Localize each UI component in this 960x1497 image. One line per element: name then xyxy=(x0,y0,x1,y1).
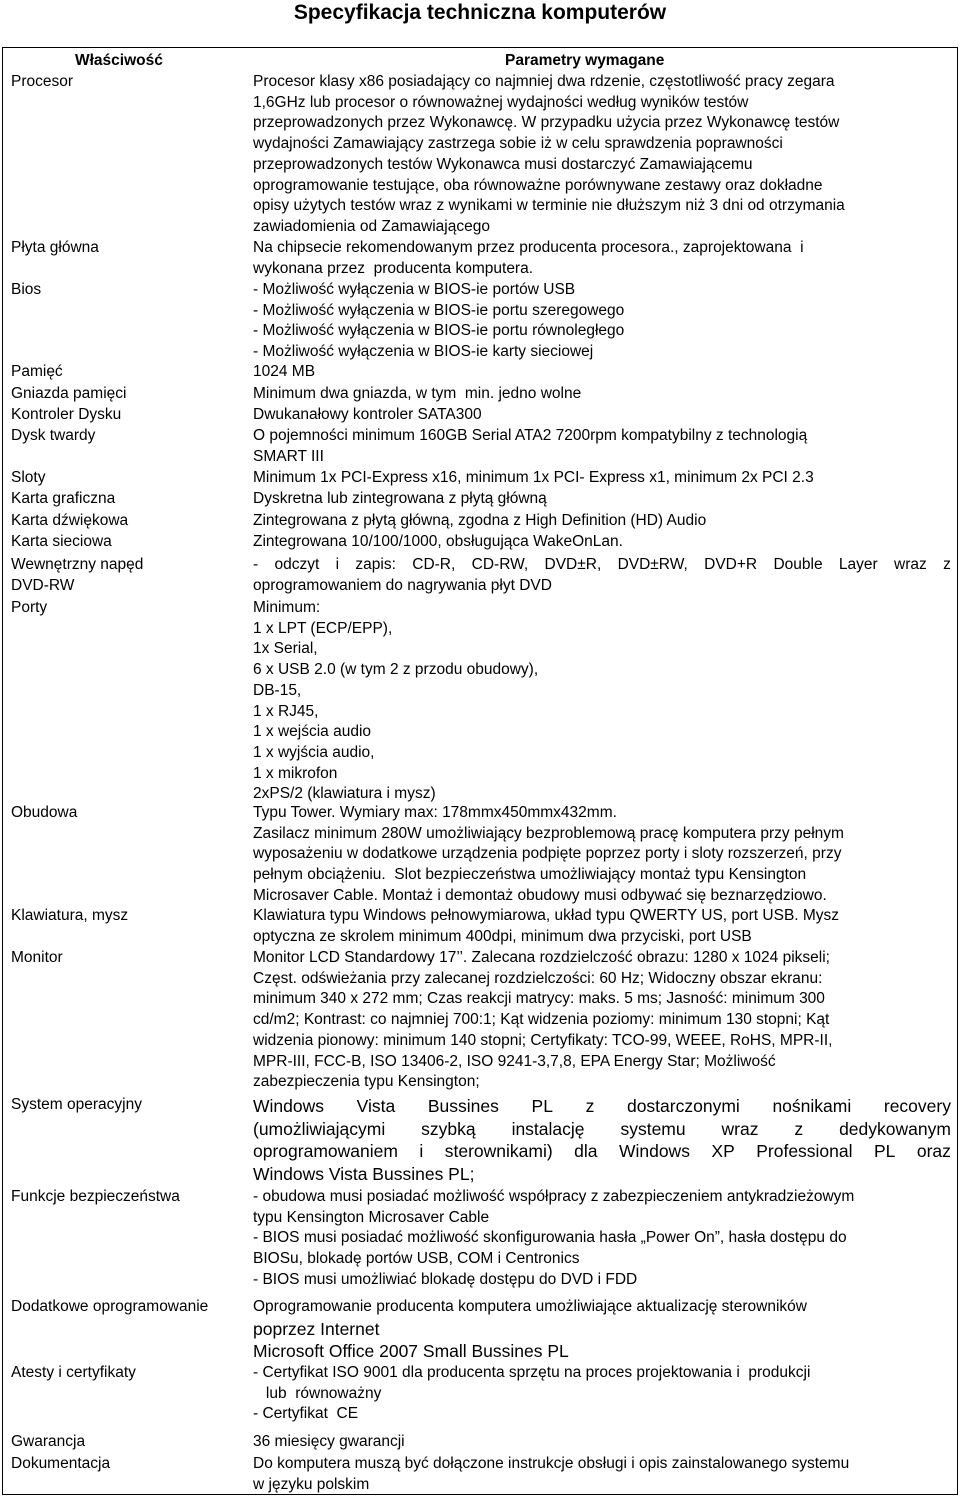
value-line: - Możliwość wyłączenia w BIOS-ie portu równoległego xyxy=(253,322,625,340)
value-line: - BIOS musi umożliwiać blokadę dostępu do DVD i FDD xyxy=(253,1270,638,1288)
property-name: System operacyjny xyxy=(11,1096,142,1113)
value-line: - Możliwość wyłączenia w BIOS-ie portów USB xyxy=(253,281,576,298)
property-value xyxy=(253,532,951,553)
property-name: Kontroler Dysku xyxy=(11,406,122,423)
property-name: Dokumentacja xyxy=(11,1455,111,1472)
value-line: opisy użytych testów wraz z wynikami w terminie nie dłuższym niż 3 dni od otrzymania xyxy=(253,197,845,215)
value-line: SMART III xyxy=(253,447,324,465)
property-value xyxy=(253,511,951,532)
value-line: przeprowadzonych testów Wykonawca musi dostarczyć Zamawiającemu xyxy=(253,155,753,173)
value-line: Dyskretna lub zintegrowana z płytą główną xyxy=(253,490,547,507)
property-name: Atesty i certyfikaty xyxy=(11,1364,136,1381)
value-line: Windows Vista Bussines PL; xyxy=(253,1163,475,1184)
value-line: O pojemności minimum 160GB Serial ATA2 7200rpm kompatybilny z technologią xyxy=(253,427,808,444)
value-line: - BIOS musi posiadać możliwość skonfigurowania hasła „Power On”, hasła dostępu do xyxy=(253,1229,847,1247)
property-name: Dodatkowe oprogramowanie xyxy=(11,1298,209,1315)
value-line: Oprogramowanie producenta komputera umożliwiające aktualizację sterowników xyxy=(253,1298,807,1315)
property-value xyxy=(253,72,951,238)
value-line: zabezpieczenia typu Kensington; xyxy=(253,1073,480,1091)
value-line: DB-15, xyxy=(253,681,302,699)
property-name: Wewnętrzny napęd DVD-RW xyxy=(11,556,144,594)
property-value xyxy=(253,555,951,596)
property-value xyxy=(253,1095,951,1185)
property-name: Sloty xyxy=(11,469,46,486)
value-line: 1024 MB xyxy=(253,363,316,380)
property-name: Obudowa xyxy=(11,804,78,821)
property-name: Porty xyxy=(11,599,48,616)
property-name: Monitor xyxy=(11,949,63,966)
value-line: Dwukanałowy kontroler SATA300 xyxy=(253,406,482,423)
property-name: Karta graficzna xyxy=(11,490,116,507)
value-line: oprogramowaniem i sterownikami) dla Windows XP Professional PL oraz xyxy=(253,1141,951,1161)
value-line: MPR-III, FCC-B, ISO 13406-2, ISO 9241-3,7,8, EPA Energy Star; Możliwość xyxy=(253,1052,776,1070)
property-name: Dysk twardy xyxy=(11,427,96,444)
property-name: Karta sieciowa xyxy=(11,533,112,550)
value-line: - Możliwość wyłączenia w BIOS-ie karty sieciowej xyxy=(253,343,594,361)
value-line: 1 x wejścia audio xyxy=(253,723,372,741)
value-line: zawiadomienia od Zamawiającego xyxy=(253,217,490,235)
value-line: BIOSu, blokadę portów USB, COM i Centronics xyxy=(253,1250,580,1268)
value-line: - Certyfikat ISO 9001 dla producenta sprzętu na proces projektowania i produkcji xyxy=(253,1364,811,1381)
property-value xyxy=(253,468,951,489)
value-line: Typu Tower. Wymiary max: 178mmx450mmx432mm. xyxy=(253,804,617,821)
value-line: Zasilacz minimum 280W umożliwiający bezproblemową pracę komputera przy pełnym xyxy=(253,824,844,842)
property-name: Bios xyxy=(11,281,42,298)
value-line: Minimum dwa gniazda, w tym min. jedno wolne xyxy=(253,385,582,402)
property-name: Procesor xyxy=(11,73,74,90)
value-line: Do komputera muszą być dołączone instrukcje obsługi i opis zainstalowanego systemu xyxy=(253,1455,850,1472)
property-value xyxy=(253,1363,951,1425)
value-line: 2xPS/2 (klawiatura i mysz) xyxy=(253,785,436,803)
value-line: Zintegrowana z płytą główną, zgodna z High Definition (HD) Audio xyxy=(253,512,707,529)
value-line: oprogramowaniem do nagrywania płyt DVD xyxy=(253,576,552,594)
property-name: Funkcje bezpieczeństwa xyxy=(11,1188,180,1205)
value-line: cd/m2; Kontrast: co najmniej 700:1; Kąt widzenia poziomy: minimum 130 stopni; Kąt xyxy=(253,1011,830,1029)
value-line: Minimum 1x PCI-Express x16, minimum 1x PCI- Express x1, minimum 2x PCI 2.3 xyxy=(253,469,814,486)
value-line: - odczyt i zapis: CD-R, CD-RW, DVD±R, DVD±RW, DVD+R Double Layer wraz z xyxy=(253,556,951,573)
page-title: Specyfikacja techniczna komputerów xyxy=(293,1,667,24)
value-line: - Certyfikat CE xyxy=(253,1405,359,1423)
value-line: Windows Vista Bussines PL z dostarczonymi nośnikami recovery xyxy=(253,1096,951,1116)
property-value xyxy=(253,1187,951,1291)
property-name: Klawiatura, mysz xyxy=(11,907,129,924)
value-line: Microsoft Office 2007 Small Bussines PL xyxy=(253,1341,569,1362)
value-line: 1 x LPT (ECP/EPP), xyxy=(253,619,393,637)
property-value xyxy=(253,384,951,405)
value-line: Częst. odświeżania przy zalecanej rozdzielczości: 60 Hz; Widoczny obszar ekranu: xyxy=(253,969,823,987)
value-line: 1 x mikrofon xyxy=(253,764,338,782)
property-value xyxy=(253,405,951,426)
value-line: Na chipsecie rekomendowanym przez producenta procesora., zaprojektowana i xyxy=(253,239,804,256)
value-line: 1,6GHz lub procesor o równoważnej wydajności według wyników testów xyxy=(253,93,749,111)
value-line: pełnym obciążeniu. Slot bezpieczeństwa umożliwiający montaż typu Kensington xyxy=(253,866,807,884)
property-name: Karta dźwiękowa xyxy=(11,512,129,529)
value-line: 1x Serial, xyxy=(253,640,318,658)
value-line: przeprowadzonych przez Wykonawcę. W przypadku użycia przez Wykonawcę testów xyxy=(253,114,840,132)
value-line: Monitor LCD Standardowy 17’’. Zalecana rozdzielczość obrazu: 1280 x 1024 pikseli; xyxy=(253,949,830,966)
property-value xyxy=(253,803,951,907)
value-line: 6 x USB 2.0 (w tym 2 z przodu obudowy), xyxy=(253,661,539,679)
value-line: optyczna ze skrolem minimum 400dpi, minimum dwa przyciski, port USB xyxy=(253,927,752,945)
property-name: Pamięć xyxy=(11,363,63,380)
value-line: Zintegrowana 10/100/1000, obsługująca WakeOnLan. xyxy=(253,533,623,550)
value-line: widzenia pionowy: minimum 140 stopni; Certyfikaty: TCO-99, WEEE, RoHS, MPR-II, xyxy=(253,1031,833,1049)
property-name: Gniazda pamięci xyxy=(11,385,127,402)
property-value xyxy=(253,489,951,510)
value-line: (umożliwiającymi szybką instalację systemu wraz z dedykowanym xyxy=(253,1118,951,1139)
header-value: Parametry wymagane xyxy=(505,52,665,69)
property-value xyxy=(253,238,951,279)
value-line: poprzez Internet xyxy=(253,1318,380,1339)
value-line: minimum 340 x 272 mm; Czas reakcji matrycy: maks. 5 ms; Jasność: minimum 300 xyxy=(253,990,825,1008)
value-line: - obudowa musi posiadać możliwość współpracy z zabezpieczeniem antykradzieżowym xyxy=(253,1188,855,1205)
value-line: wykonana przez producenta komputera. xyxy=(253,259,534,277)
property-value xyxy=(253,1297,951,1363)
value-line: oprogramowanie testujące, oba równoważne porównywane zestawy oraz dokładne xyxy=(253,176,823,194)
value-line: typu Kensington Microsaver Cable xyxy=(253,1208,490,1226)
value-line: lub równoważny xyxy=(253,1384,382,1402)
value-line: 36 miesięcy gwarancji xyxy=(253,1433,405,1450)
value-line: wyposażeniu w dodatkowe urządzenia podpięte poprzez porty i sloty rozszerzeń, przy xyxy=(253,845,842,863)
property-value xyxy=(253,426,951,467)
property-name: Gwarancja xyxy=(11,1433,86,1450)
property-value xyxy=(253,1432,951,1453)
header-property: Właściwość xyxy=(75,52,163,69)
property-value xyxy=(253,1454,951,1495)
value-line: wydajności Zamawiający zastrzega sobie iż w celu sprawdzenia poprawności xyxy=(253,135,783,153)
property-name: Płyta główna xyxy=(11,239,99,256)
value-line: Minimum: xyxy=(253,599,321,616)
value-line: Microsaver Cable. Montaż i demontaż obudowy musi odbywać się beznarzędziowo. xyxy=(253,886,827,904)
property-value xyxy=(253,948,951,1093)
property-value xyxy=(253,362,951,383)
value-line: w języku polskim xyxy=(253,1475,370,1493)
property-value xyxy=(253,906,951,947)
value-line: 1 x wyjścia audio, xyxy=(253,743,375,761)
value-line: - Możliwość wyłączenia w BIOS-ie portu szeregowego xyxy=(253,301,625,319)
property-value xyxy=(253,280,951,363)
value-line: Procesor klasy x86 posiadający co najmniej dwa rdzenie, częstotliwość pracy zegara xyxy=(253,73,835,90)
value-line: Klawiatura typu Windows pełnowymiarowa, układ typu QWERTY US, port USB. Mysz xyxy=(253,907,840,924)
property-value xyxy=(253,598,951,805)
value-line: 1 x RJ45, xyxy=(253,702,319,720)
